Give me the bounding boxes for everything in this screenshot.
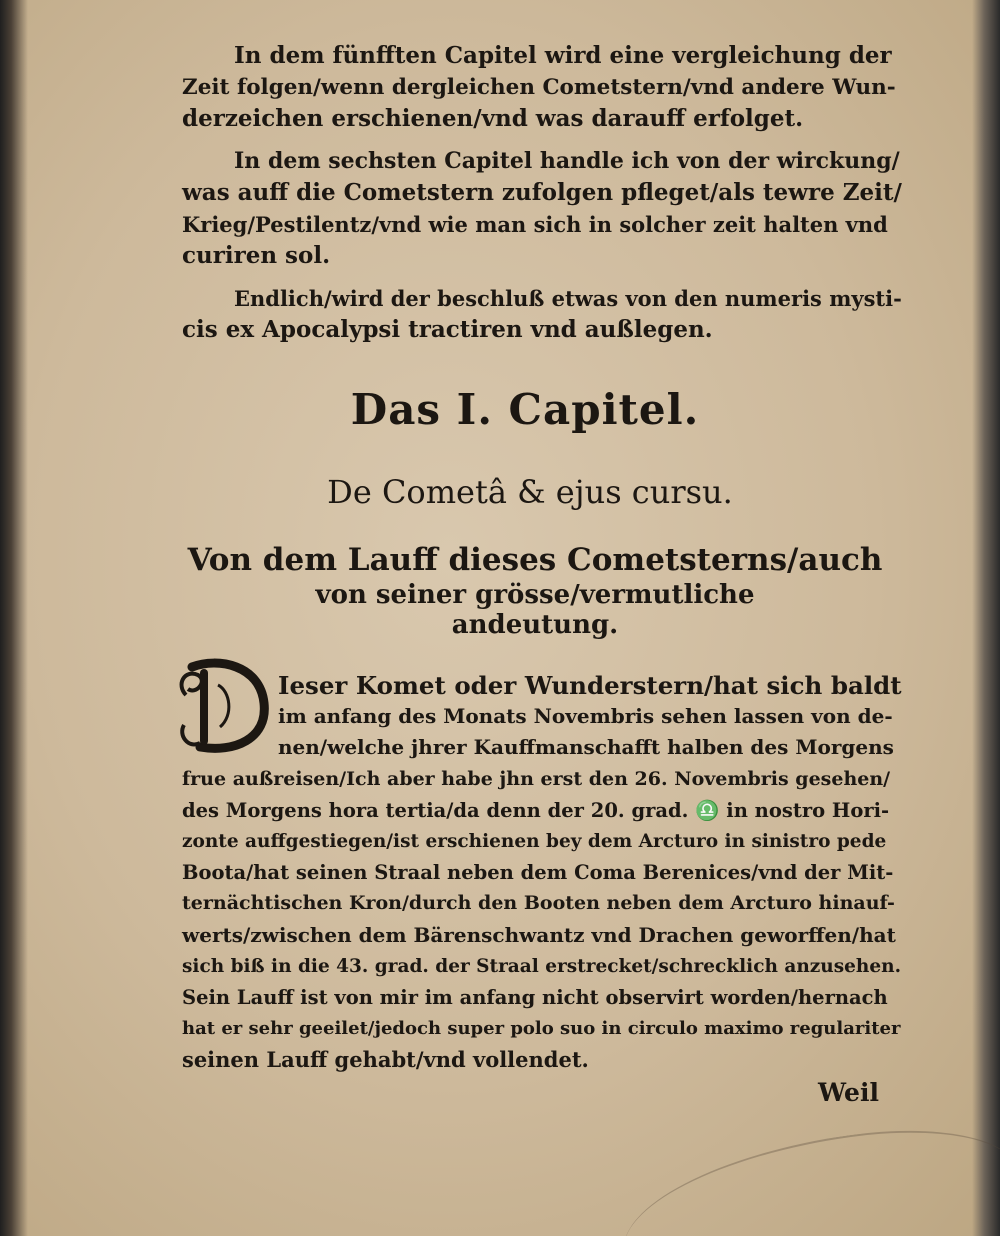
- text-line: Ieser Komet oder Wunderstern/hat sich baldt: [278, 671, 902, 700]
- text-line: werts/zwischen dem Bärenschwantz vnd Drachen geworffen/hat: [182, 922, 896, 947]
- chapter-body-text: [182, 670, 902, 1076]
- chapter-subtitle: De Cometâ & ejus cursu.: [327, 473, 733, 511]
- catchword: Weil: [818, 1078, 879, 1107]
- text-line: was auff die Cometstern zufolgen pfleget/als tewre Zeit/: [182, 179, 902, 206]
- text-line: ternächtischen Kron/durch den Booten neben dem Arcturo hinauf-: [182, 892, 895, 915]
- text-line: sich biß in die 43. grad. der Straal erstrecket/schrecklich anzusehen.: [182, 955, 902, 977]
- section-heading-line: Von dem Lauff dieses Cometsterns/auch: [187, 542, 883, 578]
- text-line: Zeit folgen/wenn dergleichen Cometstern/vnd andere Wun-: [182, 74, 896, 100]
- chapter-heading: Das I. Capitel.: [350, 385, 700, 434]
- section-heading-line: andeutung.: [451, 610, 619, 640]
- text-line: des Morgens hora tertia/da denn der 20. grad. ♎ in nostro Hori-: [182, 798, 890, 822]
- text-line: zonte auffgestiegen/ist erschienen bey dem Arcturo in sinistro pede: [182, 831, 887, 853]
- intro-paragraph-1: [182, 40, 902, 135]
- intro-text: [182, 40, 902, 357]
- text-line: Endlich/wird der beschluß etwas von den numeris mysti-: [234, 285, 902, 311]
- text-line: Boota/hat seinen Straal neben dem Coma Berenices/vnd der Mit-: [182, 861, 894, 885]
- section-heading: [0, 540, 1000, 640]
- text-line: curiren sol.: [182, 242, 331, 269]
- page-curl-shadow: [612, 1113, 1000, 1236]
- intro-paragraph-2: [182, 146, 902, 272]
- text-line: cis ex Apocalypsi tractiren vnd außlegen.: [182, 316, 713, 343]
- text-line: nen/welche jhrer Kauffmanschafft halben des Morgens: [278, 735, 894, 760]
- text-line: In dem sechsten Capitel handle ich von der wirckung/: [234, 147, 900, 174]
- text-line: hat er sehr geeilet/jedoch super polo suo in circulo maximo regulariter: [182, 1018, 901, 1040]
- text-line: In dem fünfften Capitel wird eine vergleichung der: [234, 42, 892, 69]
- text-line: seinen Lauff gehabt/vnd vollendet.: [182, 1047, 589, 1073]
- text-line: frue außreisen/Ich aber habe jhn erst den 26. Novembris gesehen/: [182, 767, 891, 790]
- text-line: Krieg/Pestilentz/vnd wie man sich in solcher zeit halten vnd: [182, 211, 888, 237]
- section-heading-line: von seiner grösse/vermutliche: [315, 580, 755, 610]
- text-line: derzeichen erschienen/vnd was darauff erfolget.: [182, 105, 804, 132]
- text-line: im anfang des Monats Novembris sehen lassen von de-: [278, 704, 893, 729]
- intro-paragraph-3: [182, 283, 902, 346]
- text-line: Sein Lauff ist von mir im anfang nicht observirt worden/hernach: [182, 986, 888, 1010]
